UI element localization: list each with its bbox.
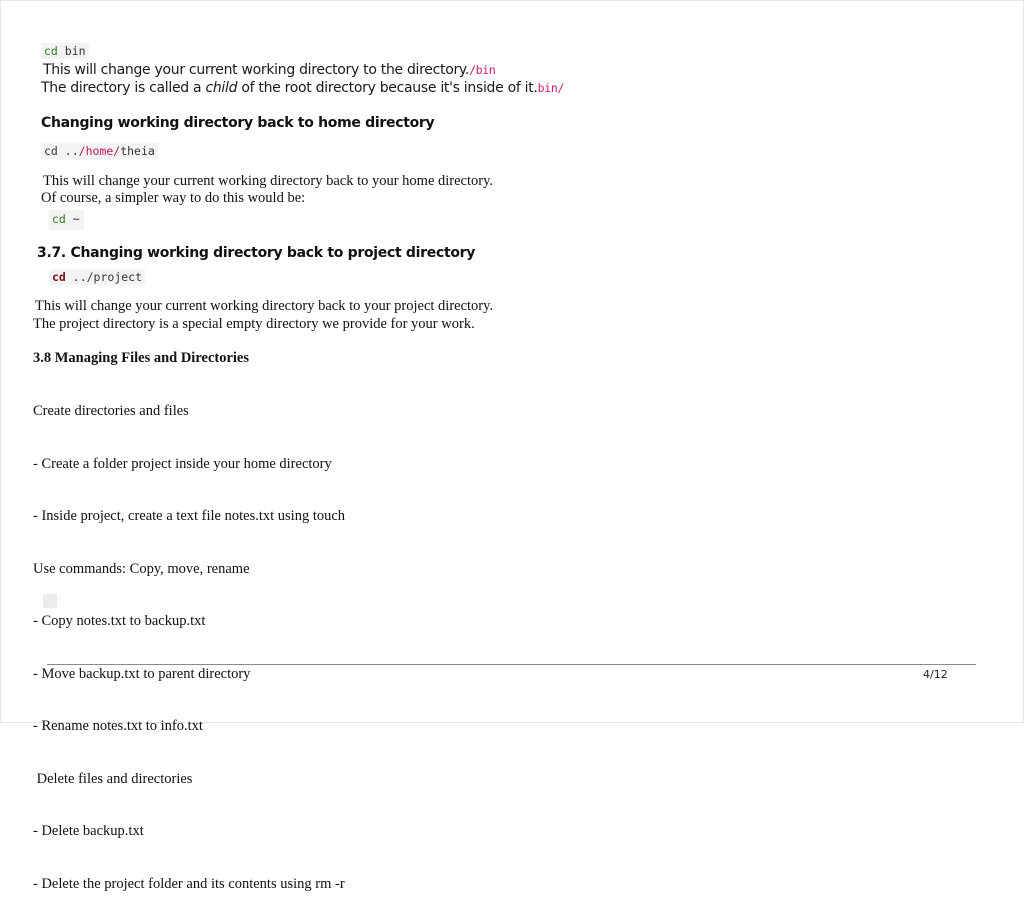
- task-line: Create directories and files: [33, 403, 189, 419]
- text: This will change your current working directory to the directory.: [43, 62, 470, 78]
- inline-path: bin/: [537, 81, 565, 95]
- footer-divider: [47, 664, 976, 665]
- section-heading: 3.8 Managing Files and Directories: [33, 350, 250, 366]
- paragraph-line: [41, 80, 564, 96]
- code-keyword: cd: [44, 144, 58, 158]
- task-line: - Inside project, create a text file notes.txt using touch: [33, 508, 346, 524]
- paragraph-line: Of course, a simpler way to do this would be:: [41, 190, 306, 206]
- page-number: 4/12: [923, 668, 948, 681]
- code-cd-home: [41, 144, 158, 158]
- code-arg: theia: [120, 144, 155, 158]
- task-line: Use commands: Copy, move, rename: [33, 560, 250, 577]
- task-line: - Rename notes.txt to info.txt: [33, 718, 203, 734]
- paragraph-line: This will change your current working directory back to your home directory.: [43, 173, 494, 189]
- task-list: [33, 368, 345, 911]
- paragraph-line: [43, 62, 496, 78]
- code-keyword: cd: [52, 212, 66, 226]
- code-keyword: cd: [52, 270, 66, 284]
- image-placeholder: [43, 594, 57, 608]
- section-heading: Changing working directory back to home directory: [41, 115, 435, 131]
- code-arg: ../project: [65, 270, 143, 284]
- task-line: - Create a folder project inside your home directory: [33, 455, 332, 472]
- code-cd-tilde: [49, 212, 84, 226]
- section-heading: 3.7. Changing working directory back to project directory: [37, 245, 476, 261]
- task-line: - Copy notes.txt to backup.txt: [33, 613, 206, 629]
- inline-path: /bin: [469, 63, 496, 77]
- text: The directory is called a: [41, 80, 206, 96]
- task-line: Delete files and directories: [33, 770, 193, 787]
- code-path: /home/: [78, 144, 121, 158]
- code-arg: bin: [57, 44, 86, 58]
- code-arg: ~: [65, 212, 80, 226]
- code-arg: ..: [57, 144, 79, 158]
- code-cd-bin: [41, 44, 89, 58]
- task-line: - Delete backup.txt: [33, 823, 144, 839]
- task-line: - Move backup.txt to parent directory: [33, 665, 251, 682]
- code-keyword: cd: [44, 44, 58, 58]
- text: of the root directory because it's inside of it.: [237, 80, 538, 96]
- task-line: - Delete the project folder and its contents using rm -r: [33, 875, 345, 892]
- code-cd-project: [49, 270, 145, 284]
- paragraph-line: The project directory is a special empty directory we provide for your work.: [33, 316, 475, 332]
- paragraph-line: This will change your current working directory back to your project directory.: [35, 298, 494, 314]
- emphasis: child: [205, 80, 238, 96]
